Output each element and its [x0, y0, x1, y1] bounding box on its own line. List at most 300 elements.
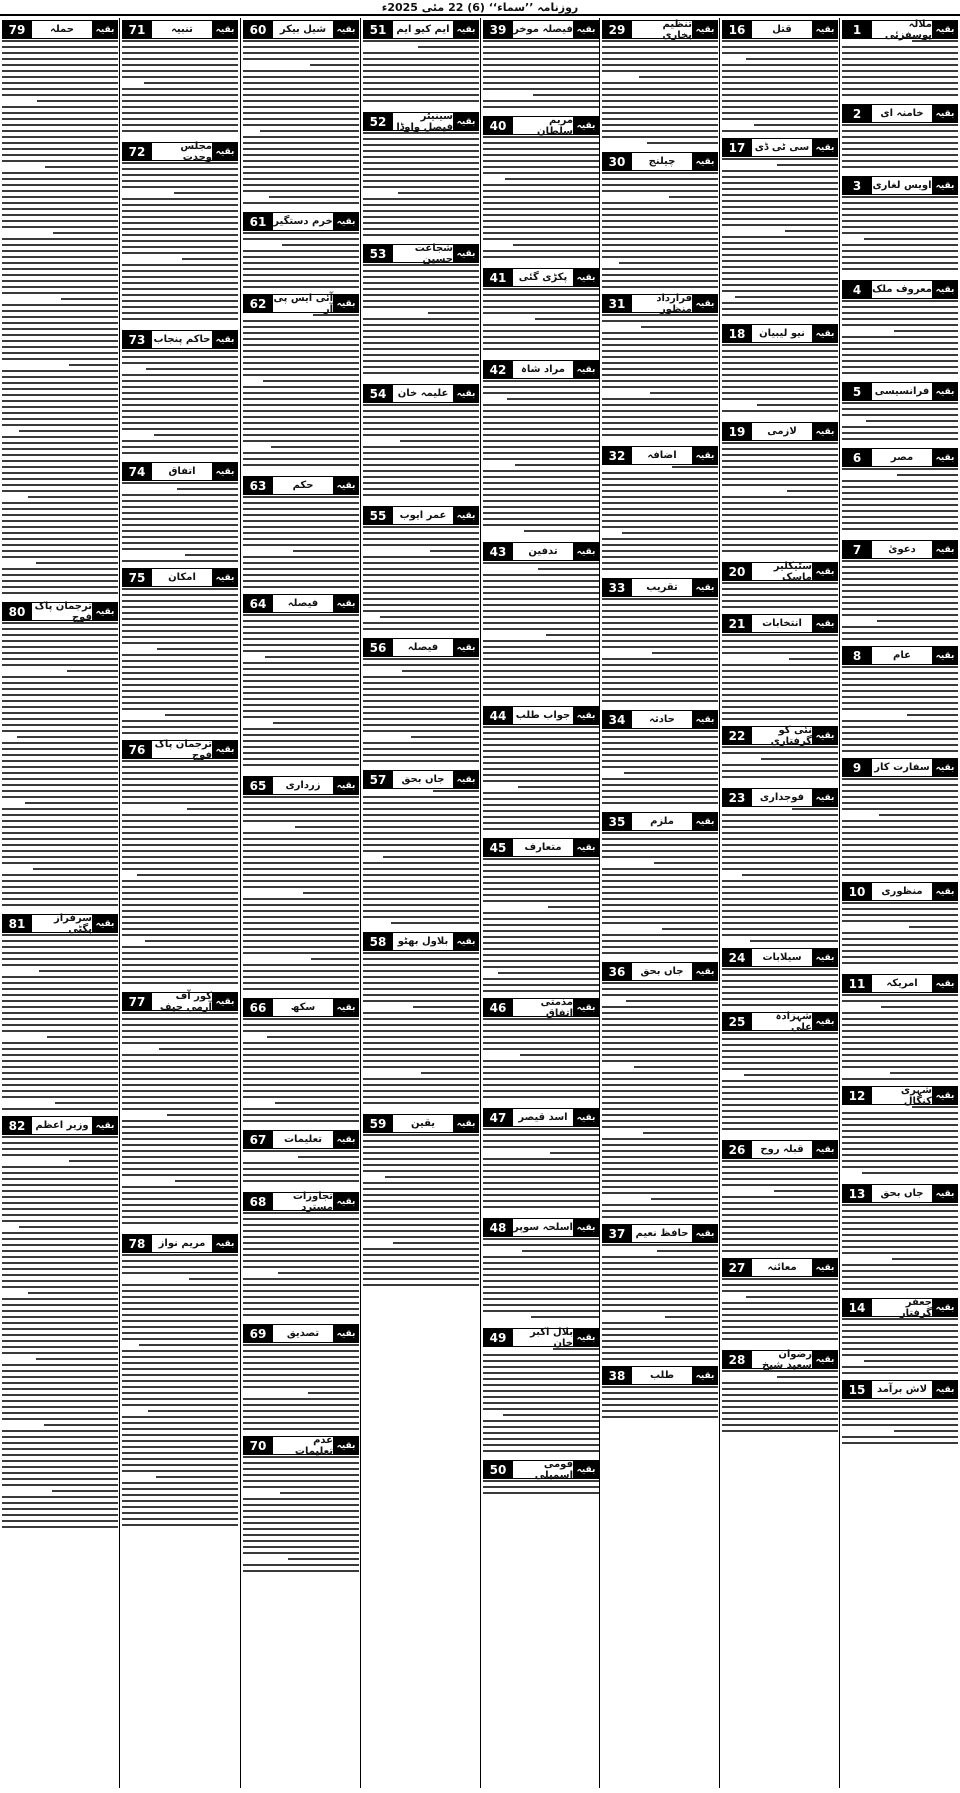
- continuation-title: چیلنج: [632, 152, 692, 171]
- continuation-title: ترجمان پاک فوج: [32, 602, 92, 621]
- continuation-number: 64: [243, 594, 273, 613]
- text-line: [483, 694, 599, 696]
- text-line: [2, 862, 118, 864]
- text-line: [363, 276, 479, 278]
- text-line: [602, 356, 718, 358]
- text-line: [243, 1308, 359, 1310]
- news-column: [602, 18, 718, 1788]
- text-line: [393, 1242, 479, 1244]
- text-line: [2, 52, 118, 54]
- text-line: [842, 902, 958, 904]
- text-line: [722, 130, 838, 132]
- text-line: [2, 1340, 118, 1342]
- column-divider: [599, 18, 600, 1788]
- text-line: [122, 452, 238, 454]
- text-line: [122, 1204, 238, 1206]
- text-line: [842, 1372, 958, 1374]
- text-line: [842, 820, 958, 822]
- text-line: [2, 994, 118, 996]
- text-line: [842, 826, 958, 828]
- text-line: [602, 544, 718, 546]
- continuation-title: معائنہ: [752, 1258, 812, 1277]
- text-line: [722, 862, 838, 864]
- text-line: [483, 756, 599, 758]
- text-line: [433, 790, 479, 792]
- text-line: [483, 900, 599, 902]
- text-line: [122, 642, 238, 644]
- text-line: [122, 1326, 238, 1328]
- text-line: [243, 796, 359, 798]
- text-line: [177, 488, 238, 490]
- text-line: [243, 1018, 359, 1020]
- text-line: [602, 404, 718, 406]
- text-line: [483, 288, 599, 290]
- text-line: [842, 696, 958, 698]
- text-line: [363, 712, 479, 714]
- text-line: [363, 1230, 479, 1232]
- text-line: [602, 868, 718, 870]
- text-line: [363, 562, 479, 564]
- text-line: [243, 674, 359, 676]
- text-line: [602, 1180, 718, 1182]
- text-line: [2, 586, 118, 588]
- text-line: [897, 474, 958, 476]
- text-line: [243, 374, 359, 376]
- text-line: [363, 604, 479, 606]
- continuation-heading: [842, 882, 958, 901]
- text-line: [842, 318, 958, 320]
- text-line: [602, 416, 718, 418]
- text-line: [363, 538, 479, 540]
- text-line: [651, 1198, 718, 1200]
- text-line: [483, 500, 599, 502]
- text-line: [619, 262, 718, 264]
- text-line: [602, 910, 718, 912]
- text-line: [363, 718, 479, 720]
- text-line: [722, 1424, 838, 1426]
- text-line: [122, 512, 238, 514]
- text-line: [243, 250, 359, 252]
- text-line: [122, 1452, 238, 1454]
- article-text-block: [122, 350, 238, 460]
- text-line: [363, 1152, 479, 1154]
- text-line: [122, 1168, 238, 1170]
- text-line: [842, 300, 958, 302]
- text-line: [522, 1250, 599, 1252]
- text-line: [842, 202, 958, 204]
- text-line: [243, 1468, 359, 1470]
- text-line: [363, 1060, 479, 1062]
- text-line: [243, 508, 359, 510]
- text-line: [842, 1240, 958, 1242]
- text-line: [722, 1388, 838, 1390]
- text-line: [483, 1480, 599, 1482]
- text-line: [602, 1168, 718, 1170]
- continuation-tag: بقیہ: [453, 770, 479, 789]
- text-line: [842, 154, 958, 156]
- continuation-tag: بقیہ: [932, 20, 958, 39]
- text-line: [122, 130, 238, 132]
- text-line: [122, 282, 238, 284]
- article-text-block: [722, 1160, 838, 1256]
- continuation-tag: بقیہ: [573, 998, 599, 1017]
- continuation-heading: [842, 540, 958, 559]
- text-line: [295, 826, 359, 828]
- text-line: [2, 112, 118, 114]
- text-line: [122, 1024, 238, 1026]
- text-line: [602, 244, 718, 246]
- text-line: [363, 958, 479, 960]
- text-line: [2, 1202, 118, 1204]
- text-line: [243, 1266, 359, 1268]
- text-line: [2, 622, 118, 624]
- text-line: [722, 1044, 838, 1046]
- text-line: [722, 1184, 838, 1186]
- continuation-tag: بقیہ: [812, 20, 838, 39]
- continuation-tag: بقیہ: [453, 932, 479, 951]
- text-line: [602, 268, 718, 270]
- continuation-heading: [483, 1328, 599, 1347]
- text-line: [483, 990, 599, 992]
- text-line: [722, 1238, 838, 1240]
- text-line: [363, 1164, 479, 1166]
- continuation-tag: بقیہ: [812, 1012, 838, 1031]
- article-text-block: [122, 588, 238, 738]
- text-line: [842, 1348, 958, 1350]
- text-line: [722, 1032, 838, 1034]
- text-line: [722, 712, 838, 714]
- text-line: [243, 1242, 359, 1244]
- article-text-block: [842, 1400, 958, 1450]
- text-line: [892, 1258, 958, 1260]
- text-line: [2, 292, 118, 294]
- text-line: [243, 868, 359, 870]
- text-line: [722, 856, 838, 858]
- continuation-tag: بقیہ: [932, 758, 958, 777]
- text-line: [243, 1362, 359, 1364]
- text-line: [243, 398, 359, 400]
- continuation-title: فیصلہ: [273, 594, 333, 613]
- text-line: [145, 940, 238, 942]
- text-line: [243, 416, 359, 418]
- continuation-number: 27: [722, 1258, 752, 1277]
- text-line: [602, 1334, 718, 1336]
- text-line: [122, 1012, 238, 1014]
- text-line: [483, 154, 599, 156]
- text-line: [602, 1346, 718, 1348]
- text-line: [363, 1212, 479, 1214]
- continuation-title: قرارداد منظور: [632, 294, 692, 313]
- text-line: [722, 472, 838, 474]
- text-line: [2, 82, 118, 84]
- text-line: [243, 422, 359, 424]
- text-line: [243, 976, 359, 978]
- text-line: [722, 974, 838, 976]
- text-line: [483, 404, 599, 406]
- text-line: [722, 1278, 838, 1280]
- text-line: [842, 908, 958, 910]
- text-line: [243, 232, 359, 234]
- text-line: [363, 434, 479, 436]
- text-line: [243, 1534, 359, 1536]
- text-line: [243, 692, 359, 694]
- text-line: [602, 1210, 718, 1212]
- text-line: [273, 722, 359, 724]
- text-line: [483, 1486, 599, 1488]
- text-line: [363, 222, 479, 224]
- continuation-number: 44: [483, 706, 513, 725]
- text-line: [363, 416, 479, 418]
- text-line: [483, 912, 599, 914]
- continuation-title: انتخابات: [752, 614, 812, 633]
- text-line: [122, 428, 238, 430]
- text-line: [602, 1024, 718, 1026]
- article-text-block: [363, 658, 479, 768]
- text-line: [122, 708, 238, 710]
- text-line: [722, 236, 838, 238]
- text-line: [879, 814, 958, 816]
- text-line: [877, 620, 958, 622]
- text-line: [722, 998, 838, 1000]
- text-line: [122, 1096, 238, 1098]
- text-line: [602, 1244, 718, 1246]
- text-line: [122, 362, 238, 364]
- article-text-block: [722, 634, 838, 724]
- text-line: [363, 916, 479, 918]
- continuation-tag: بقیہ: [573, 360, 599, 379]
- text-line: [602, 1328, 718, 1330]
- text-line: [722, 1284, 838, 1286]
- text-line: [2, 244, 118, 246]
- text-line: [2, 1178, 118, 1180]
- text-line: [69, 364, 118, 366]
- text-line: [2, 982, 118, 984]
- text-line: [722, 508, 838, 510]
- continuation-number: 52: [363, 112, 393, 131]
- continuation-heading: [243, 776, 359, 795]
- text-line: [122, 838, 238, 840]
- text-line: [2, 1382, 118, 1384]
- text-line: [483, 688, 599, 690]
- text-line: [842, 874, 958, 876]
- text-line: [842, 76, 958, 78]
- text-line: [722, 308, 838, 310]
- text-line: [602, 232, 718, 234]
- text-line: [122, 630, 238, 632]
- text-line: [722, 1214, 838, 1216]
- text-line: [363, 294, 479, 296]
- article-text-block: [363, 1134, 479, 1294]
- text-line: [842, 208, 958, 210]
- text-line: [363, 494, 479, 496]
- text-line: [122, 720, 238, 722]
- text-line: [2, 226, 118, 228]
- article-text-block: [483, 1480, 599, 1500]
- continuation-title: تصدیق: [273, 1324, 333, 1343]
- text-line: [243, 832, 359, 834]
- text-line: [842, 468, 958, 470]
- continuation-tag: بقیہ: [573, 1328, 599, 1347]
- text-line: [2, 904, 118, 906]
- continuation-heading: [602, 962, 718, 981]
- text-line: [2, 1090, 118, 1092]
- text-line: [363, 210, 479, 212]
- text-line: [122, 518, 238, 520]
- text-line: [243, 362, 359, 364]
- text-line: [602, 880, 718, 882]
- text-line: [2, 1042, 118, 1044]
- text-line: [69, 1160, 118, 1162]
- text-line: [363, 1224, 479, 1226]
- text-line: [842, 402, 958, 404]
- text-line: [602, 856, 718, 858]
- text-line: [602, 634, 718, 636]
- article-text-block: [363, 404, 479, 504]
- continuation-tag: بقیہ: [932, 1184, 958, 1203]
- text-line: [602, 502, 718, 504]
- text-line: [243, 1528, 359, 1530]
- text-line: [602, 1292, 718, 1294]
- continuation-number: 66: [243, 998, 273, 1017]
- text-line: [122, 850, 238, 852]
- text-line: [483, 924, 599, 926]
- text-line: [154, 434, 238, 436]
- continuation-title: منظوری: [872, 882, 932, 901]
- text-line: [122, 1162, 238, 1164]
- text-line: [243, 1510, 359, 1512]
- text-line: [243, 1174, 359, 1176]
- text-line: [122, 246, 238, 248]
- text-line: [602, 280, 718, 282]
- article-text-block: [243, 314, 359, 474]
- text-line: [602, 52, 718, 54]
- text-line: [243, 40, 359, 42]
- continuation-number: 31: [602, 294, 632, 313]
- text-line: [602, 202, 718, 204]
- continuation-number: 28: [722, 1350, 752, 1369]
- continuation-title: سکھ: [273, 998, 333, 1017]
- text-line: [602, 796, 718, 798]
- text-line: [243, 1278, 359, 1280]
- text-line: [602, 344, 718, 346]
- text-line: [602, 1298, 718, 1300]
- text-line: [36, 1358, 118, 1360]
- text-line: [243, 464, 359, 466]
- text-line: [363, 144, 479, 146]
- text-line: [243, 1212, 359, 1214]
- text-line: [602, 410, 718, 412]
- text-line: [122, 52, 238, 54]
- continuation-title: تجاوزات مسترد: [273, 1192, 333, 1211]
- text-line: [139, 1344, 238, 1346]
- text-line: [363, 748, 479, 750]
- text-line: [243, 1386, 359, 1388]
- text-line: [842, 486, 958, 488]
- text-line: [533, 94, 599, 96]
- continuation-heading: [363, 384, 479, 403]
- text-line: [483, 918, 599, 920]
- text-line: [2, 238, 118, 240]
- text-line: [722, 212, 838, 214]
- text-line: [842, 1336, 958, 1338]
- text-line: [722, 182, 838, 184]
- text-line: [122, 1060, 238, 1062]
- text-line: [122, 300, 238, 302]
- text-line: [310, 64, 359, 66]
- text-line: [363, 1090, 479, 1092]
- text-line: [122, 1368, 238, 1370]
- continuation-heading: [363, 20, 479, 39]
- text-line: [907, 714, 958, 716]
- text-line: [483, 1200, 599, 1202]
- text-line: [122, 186, 238, 188]
- text-line: [363, 526, 479, 528]
- text-line: [842, 528, 958, 530]
- text-line: [722, 380, 838, 382]
- continuation-heading: [122, 462, 238, 481]
- text-line: [842, 148, 958, 150]
- text-line: [2, 748, 118, 750]
- text-line: [602, 428, 718, 430]
- text-line: [122, 772, 238, 774]
- news-column: [842, 18, 958, 1788]
- article-text-block: [722, 40, 838, 136]
- text-line: [602, 82, 718, 84]
- text-line: [243, 142, 359, 144]
- text-line: [842, 790, 958, 792]
- text-line: [483, 1492, 599, 1494]
- text-line: [483, 142, 599, 144]
- text-line: [2, 694, 118, 696]
- text-line: [2, 370, 118, 372]
- text-line: [185, 554, 238, 556]
- text-line: [890, 1072, 958, 1074]
- text-line: [2, 628, 118, 630]
- continuation-heading: [842, 176, 958, 195]
- text-line: [483, 984, 599, 986]
- text-line: [122, 1198, 238, 1200]
- text-line: [243, 452, 359, 454]
- text-line: [363, 592, 479, 594]
- continuation-tag: بقیہ: [932, 646, 958, 665]
- article-text-block: [243, 232, 359, 292]
- text-line: [722, 484, 838, 486]
- text-line: [2, 538, 118, 540]
- text-line: [243, 586, 359, 588]
- text-line: [2, 838, 118, 840]
- text-line: [722, 832, 838, 834]
- text-line: [483, 604, 599, 606]
- text-line: [602, 1262, 718, 1264]
- text-line: [2, 1108, 118, 1110]
- text-line: [2, 1406, 118, 1408]
- text-line: [2, 892, 118, 894]
- continuation-heading: [842, 280, 958, 299]
- text-line: [842, 944, 958, 946]
- text-line: [265, 656, 359, 658]
- text-line: [2, 646, 118, 648]
- text-line: [722, 850, 838, 852]
- text-line: [602, 508, 718, 510]
- text-line: [722, 980, 838, 982]
- text-line: [2, 1166, 118, 1168]
- continuation-number: 77: [122, 992, 152, 1011]
- text-line: [602, 1256, 718, 1258]
- continuation-title: مریم نواز: [152, 1234, 212, 1253]
- continuation-heading: [842, 1298, 958, 1317]
- text-line: [483, 1256, 599, 1258]
- article-text-block: [363, 526, 479, 636]
